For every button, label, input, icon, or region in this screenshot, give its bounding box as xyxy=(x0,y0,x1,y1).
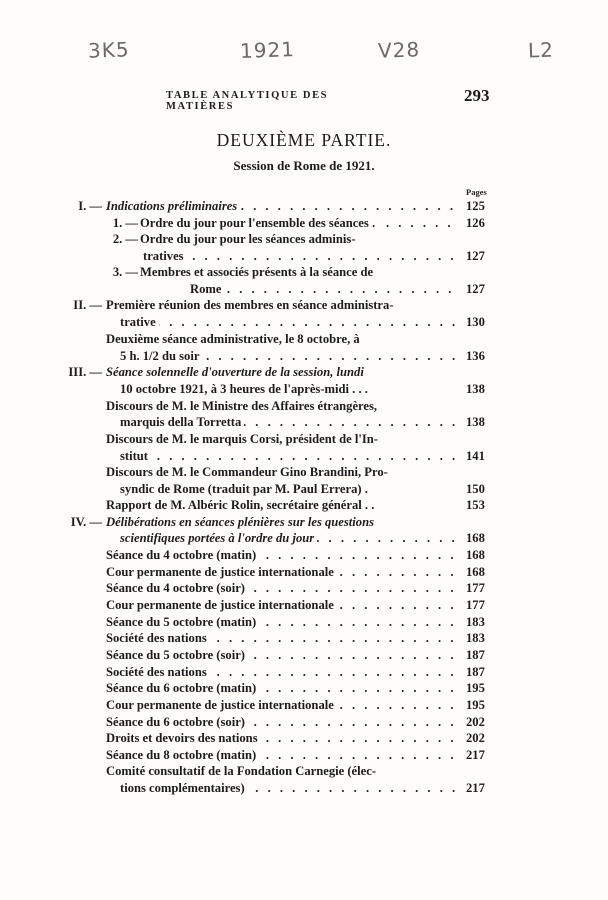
toc-entry xyxy=(0,714,608,730)
toc-entry-number: 3. — xyxy=(112,265,138,279)
toc-entry-title: Séance du 8 octobre (matin) xyxy=(106,748,259,762)
toc-entry-title: Première réunion des membres en séance administra- xyxy=(106,298,397,312)
toc-entry xyxy=(0,248,608,264)
handwritten-annotations xyxy=(0,38,608,68)
toc-entry-page: 195 xyxy=(466,681,485,695)
toc-entry-title: Société des nations xyxy=(106,631,210,645)
toc-entry xyxy=(0,680,608,696)
toc-entry-title: Deuxième séance administrative, le 8 octobre, à xyxy=(106,332,363,346)
toc-entry xyxy=(0,564,608,580)
toc-entry xyxy=(0,697,608,713)
toc-entry-page: 138 xyxy=(466,382,485,396)
toc-entry-title: stitut xyxy=(120,449,151,463)
toc-entry-page: 195 xyxy=(466,698,485,712)
toc-entry xyxy=(0,664,608,680)
part-title: DEUXIÈME PARTIE. xyxy=(216,130,392,150)
toc-entry-page: 168 xyxy=(466,531,485,545)
toc-entry-page: 187 xyxy=(466,665,485,679)
toc-entry-page: 136 xyxy=(466,349,485,363)
toc-entry-title: Séance du 6 octobre (matin) xyxy=(106,681,259,695)
toc-entry-title: syndic de Rome (traduit par M. Paul Errera) . xyxy=(120,482,371,496)
toc-entry-page: 125 xyxy=(466,199,485,213)
toc-entry-title: Membres et associés présents à la séance de xyxy=(140,265,376,279)
toc-entry xyxy=(0,580,608,596)
toc-entry xyxy=(0,198,608,214)
toc-entry xyxy=(0,497,608,513)
toc-entry-title: Séance du 4 octobre (soir) xyxy=(106,581,248,595)
toc-entry xyxy=(0,747,608,763)
toc-entry-number: II. — xyxy=(73,298,102,312)
toc-entry-page: 177 xyxy=(466,581,485,595)
toc-entry xyxy=(0,231,608,247)
toc-entry-title: Cour permanente de justice internationale xyxy=(106,598,337,612)
pages-column-label: Pages xyxy=(466,187,487,197)
toc-entry-page: 168 xyxy=(466,565,485,579)
toc-entry-title: trative xyxy=(120,315,159,329)
toc-entry-title: Séance du 6 octobre (soir) xyxy=(106,715,248,729)
toc-entry-title: Cour permanente de justice internationale xyxy=(106,565,337,579)
toc-entry-title: Séance du 4 octobre (matin) xyxy=(106,548,259,562)
page-number: 293 xyxy=(464,86,490,105)
toc-entry-title: Discours de M. le Ministre des Affaires étrangères, xyxy=(106,399,380,413)
toc-entry-title: Discours de M. le Commandeur Gino Brandini, Pro- xyxy=(106,465,391,479)
toc-entry-title: Discours de M. le marquis Corsi, président de l'In- xyxy=(106,432,381,446)
toc-entry xyxy=(0,297,608,313)
toc-entry xyxy=(0,398,608,414)
toc-entry-title: Ordre du jour pour l'ensemble des séances . xyxy=(140,216,378,230)
toc-entry-title: 5 h. 1/2 du soir xyxy=(120,349,202,363)
toc-entry-page: 150 xyxy=(466,482,485,496)
toc-entry xyxy=(0,348,608,364)
toc-entry xyxy=(0,614,608,630)
toc-entry-page: 130 xyxy=(466,315,485,329)
toc-entry-page: 177 xyxy=(466,598,485,612)
handwritten-note-3: V28 xyxy=(377,37,421,63)
toc-entry-title: Société des nations xyxy=(106,665,210,679)
toc-entry-page: 202 xyxy=(466,715,485,729)
toc-entry-page: 127 xyxy=(466,249,485,263)
toc-entry-page: 183 xyxy=(466,631,485,645)
toc-entry xyxy=(0,547,608,563)
toc-entry-number: 1. — xyxy=(112,216,138,230)
toc-entry-page: 217 xyxy=(466,781,485,795)
toc-entry xyxy=(0,763,608,779)
handwritten-note-1: 3K5 xyxy=(87,37,130,63)
toc-entry-title: tions complémentaires) xyxy=(120,781,248,795)
toc-entry-title: Délibérations en séances plénières sur les questions xyxy=(106,515,377,529)
toc-entry xyxy=(0,364,608,380)
toc-entry-title: Séance du 5 octobre (soir) xyxy=(106,648,248,662)
toc-entry-page: 126 xyxy=(466,216,485,230)
toc-entry xyxy=(0,514,608,530)
handwritten-note-4: L2 xyxy=(527,37,555,63)
toc-entry xyxy=(0,464,608,480)
toc-entry xyxy=(0,264,608,280)
handwritten-note-2: 1921 xyxy=(239,37,296,63)
toc-entry-page: 187 xyxy=(466,648,485,662)
toc-entry xyxy=(0,780,608,796)
toc-entry-title: Droits et devoirs des nations xyxy=(106,731,261,745)
toc-entry xyxy=(0,414,608,430)
toc-entry-page: 168 xyxy=(466,548,485,562)
toc-entry-page: 202 xyxy=(466,731,485,745)
toc-entry-page: 217 xyxy=(466,748,485,762)
toc-entry-number: IV. — xyxy=(70,515,102,529)
toc-entry xyxy=(0,381,608,397)
toc-entry-title: marquis della Torretta xyxy=(120,415,244,429)
toc-entry xyxy=(0,281,608,297)
toc-entry-page: 138 xyxy=(466,415,485,429)
toc-entry-title: Cour permanente de justice internationale xyxy=(106,698,337,712)
toc-entry xyxy=(0,730,608,746)
toc-entry xyxy=(0,331,608,347)
toc-entry-number: III. — xyxy=(68,365,102,379)
session-title: Session de Rome de 1921. xyxy=(233,158,375,173)
toc-entry-title: Indications préliminaires xyxy=(106,199,240,213)
toc-entry-title: Comité consultatif de la Fondation Carnegie (élec- xyxy=(106,764,379,778)
toc-entry xyxy=(0,431,608,447)
toc-entry xyxy=(0,215,608,231)
toc-entry xyxy=(0,481,608,497)
toc-entry xyxy=(0,597,608,613)
toc-entry-title: 10 octobre 1921, à 3 heures de l'après-midi . . . xyxy=(120,382,371,396)
toc-entry-title: tratives xyxy=(143,249,187,263)
toc-entry xyxy=(0,448,608,464)
toc-entry-title: Rome xyxy=(190,282,224,296)
toc-entry-page: 183 xyxy=(466,615,485,629)
toc-entry-number: 2. — xyxy=(112,232,138,246)
running-head: TABLE ANALYTIQUE DES MATIÈRES xyxy=(166,90,329,112)
toc-entry-title: Ordre du jour pour les séances adminis- xyxy=(140,232,359,246)
toc-entry xyxy=(0,647,608,663)
toc-entry-title: scientifiques portées à l'ordre du jour xyxy=(120,531,317,545)
toc-entry xyxy=(0,630,608,646)
toc-entry-title: Séance du 5 octobre (matin) xyxy=(106,615,259,629)
toc-entry-title: Séance solennelle d'ouverture de la session, lundi xyxy=(106,365,367,379)
toc-entry-page: 127 xyxy=(466,282,485,296)
toc-entry-number: I. — xyxy=(78,199,102,213)
toc-entry-page: 141 xyxy=(466,449,485,463)
toc-entry xyxy=(0,314,608,330)
toc-entry-page: 153 xyxy=(466,498,485,512)
toc-entry-title: Rapport de M. Albéric Rolin, secrétaire général . . xyxy=(106,498,377,512)
toc-entry xyxy=(0,530,608,546)
